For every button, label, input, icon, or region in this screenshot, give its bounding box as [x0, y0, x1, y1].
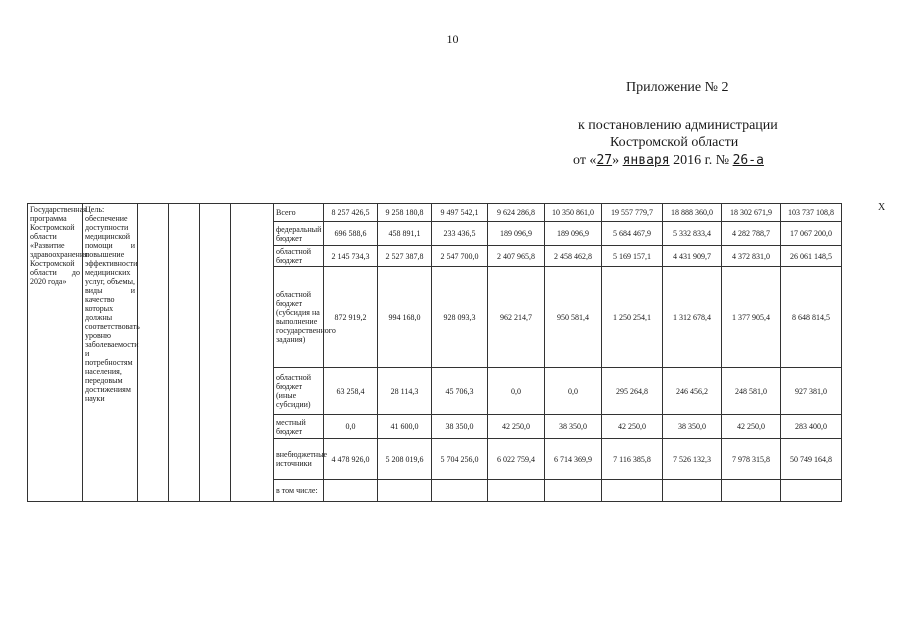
value-cell: 2 145 734,3 [324, 246, 378, 267]
empty-cell [169, 204, 200, 502]
value-cell: 0,0 [488, 368, 545, 415]
value-cell: 1 377 905,4 [722, 267, 781, 368]
value-cell: 1 312 678,4 [663, 267, 722, 368]
value-cell: 950 581,4 [545, 267, 602, 368]
value-cell: 6 714 369,9 [545, 439, 602, 480]
value-cell: 103 737 108,8 [781, 204, 842, 222]
value-cell: 7 978 315,8 [722, 439, 781, 480]
value-cell: 42 250,0 [488, 415, 545, 439]
row-label: внебюджетные источники [274, 439, 324, 480]
value-cell: 10 350 861,0 [545, 204, 602, 222]
value-cell: 9 624 286,8 [488, 204, 545, 222]
value-cell: 38 350,0 [663, 415, 722, 439]
value-cell [324, 480, 378, 502]
value-cell: 5 332 833,4 [663, 222, 722, 246]
value-cell: 28 114,3 [378, 368, 432, 415]
program-goal-cell: Цель: обеспечение доступности медицинской помощи и повышение эффективности медицинских услуг, объемы, виды и качество которых должны соответствовать уровню заболеваемости и потребностям населения, передовым достижениям науки [83, 204, 138, 502]
row-label: федеральный бюджет [274, 222, 324, 246]
value-cell [488, 480, 545, 502]
row-label: областной бюджет [274, 246, 324, 267]
value-cell: 38 350,0 [545, 415, 602, 439]
value-cell: 928 093,3 [432, 267, 488, 368]
value-cell: 0,0 [545, 368, 602, 415]
page-number: 10 [446, 32, 459, 46]
date-month: января [622, 153, 670, 168]
value-cell: 233 436,5 [432, 222, 488, 246]
value-cell: 0,0 [324, 415, 378, 439]
value-cell [432, 480, 488, 502]
value-cell: 4 282 788,7 [722, 222, 781, 246]
value-cell: 8 257 426,5 [324, 204, 378, 222]
value-cell: 4 372 831,0 [722, 246, 781, 267]
value-cell: 872 919,2 [324, 267, 378, 368]
value-cell: 962 214,7 [488, 267, 545, 368]
value-cell: 2 458 462,8 [545, 246, 602, 267]
date-day: 27 [596, 153, 613, 168]
header-date-line [573, 153, 764, 169]
value-cell: 5 169 157,1 [602, 246, 663, 267]
value-cell: 19 557 779,7 [602, 204, 663, 222]
value-cell: 458 891,1 [378, 222, 432, 246]
date-mid: » [612, 153, 620, 168]
row-label: в том числе: [274, 480, 324, 502]
decree-number: 26-а [732, 153, 764, 168]
value-cell: 9 258 180,8 [378, 204, 432, 222]
value-cell [378, 480, 432, 502]
value-cell [781, 480, 842, 502]
value-cell: 42 250,0 [722, 415, 781, 439]
value-cell: 4 478 926,0 [324, 439, 378, 480]
row-label: местный бюджет [274, 415, 324, 439]
program-name-cell: Государственная программа Костромской области «Развитие здравоохранения Костромской области до 2020 года» [28, 204, 83, 502]
value-cell [722, 480, 781, 502]
value-cell: 18 888 360,0 [663, 204, 722, 222]
appendix-title: Приложение № 2 [626, 80, 729, 95]
value-cell: 246 456,2 [663, 368, 722, 415]
value-cell: 26 061 148,5 [781, 246, 842, 267]
table-row [28, 204, 917, 222]
value-cell: 38 350,0 [432, 415, 488, 439]
value-cell: 5 704 256,0 [432, 439, 488, 480]
value-cell: 63 258,4 [324, 368, 378, 415]
value-cell: 994 168,0 [378, 267, 432, 368]
value-cell: 41 600,0 [378, 415, 432, 439]
value-cell: 295 264,8 [602, 368, 663, 415]
value-cell: 2 547 700,0 [432, 246, 488, 267]
value-cell: 189 096,9 [488, 222, 545, 246]
value-cell: 4 431 909,7 [663, 246, 722, 267]
header-line-1: к постановлению администрации [578, 118, 778, 133]
value-cell: 2 407 965,8 [488, 246, 545, 267]
row-label: областной бюджет (субсидия на выполнение государственного задания) [274, 267, 324, 368]
value-cell [602, 480, 663, 502]
empty-cell [231, 204, 274, 502]
value-cell [545, 480, 602, 502]
row-label: областной бюджет (иные субсидии) [274, 368, 324, 415]
value-cell: 927 381,0 [781, 368, 842, 415]
value-cell: 45 706,3 [432, 368, 488, 415]
empty-cell [200, 204, 231, 502]
value-cell: 283 400,0 [781, 415, 842, 439]
value-cell: 18 302 671,9 [722, 204, 781, 222]
value-cell: 50 749 164,8 [781, 439, 842, 480]
value-cell: 696 588,6 [324, 222, 378, 246]
date-prefix: от « [573, 153, 597, 168]
x-mark: Х [878, 202, 886, 213]
value-cell: 17 067 200,0 [781, 222, 842, 246]
value-cell: 6 022 759,4 [488, 439, 545, 480]
value-cell: 248 581,0 [722, 368, 781, 415]
value-cell: 5 208 019,6 [378, 439, 432, 480]
value-cell [663, 480, 722, 502]
header-line-2: Костромской области [610, 135, 739, 150]
value-cell: 42 250,0 [602, 415, 663, 439]
empty-cell [138, 204, 169, 502]
value-cell: 1 250 254,1 [602, 267, 663, 368]
value-cell: 5 684 467,9 [602, 222, 663, 246]
funding-table [27, 203, 917, 502]
value-cell: 7 116 385,8 [602, 439, 663, 480]
value-cell: 8 648 814,5 [781, 267, 842, 368]
date-year: 2016 г. № [673, 153, 730, 168]
row-label: Всего [274, 204, 324, 222]
value-cell: 189 096,9 [545, 222, 602, 246]
value-cell: 9 497 542,1 [432, 204, 488, 222]
value-cell: 7 526 132,3 [663, 439, 722, 480]
value-cell: 2 527 387,8 [378, 246, 432, 267]
